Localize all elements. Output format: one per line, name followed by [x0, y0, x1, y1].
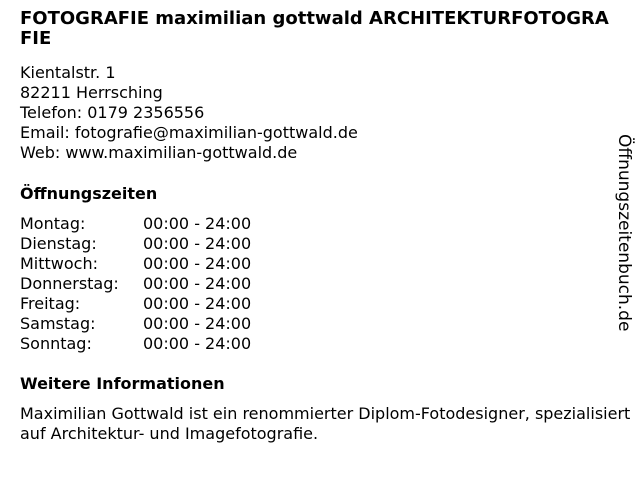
- hours-row: [20, 234, 610, 254]
- opening-hours-heading: Öffnungszeiten: [20, 184, 158, 203]
- more-info-heading: Weitere Informationen: [20, 374, 225, 393]
- business-title: FOTOGRAFIE maximilian gottwald ARCHITEKTURFOTOGRAFIE: [20, 8, 609, 49]
- hours-day: Mittwoch:: [20, 254, 98, 273]
- hours-day: Donnerstag:: [20, 274, 119, 293]
- hours-row: [20, 334, 610, 354]
- hours-time: 00:00 - 24:00: [143, 214, 252, 233]
- street-address: Kientalstr. 1: [20, 63, 116, 82]
- hours-time: 00:00 - 24:00: [143, 234, 252, 253]
- hours-time: 00:00 - 24:00: [143, 274, 252, 293]
- hours-row: [20, 314, 610, 334]
- hours-row: [20, 214, 610, 234]
- more-info-text: Maximilian Gottwald ist ein renommierter Diplom-Fotodesigner, spezialisiert auf Architektur- und Imagefotografie.: [20, 404, 631, 443]
- hours-day: Sonntag:: [20, 334, 92, 353]
- hours-day: Freitag:: [20, 294, 81, 313]
- website-address: Web: www.maximilian-gottwald.de: [20, 143, 298, 162]
- phone-number: Telefon: 0179 2356556: [20, 103, 205, 122]
- hours-time: 00:00 - 24:00: [143, 314, 252, 333]
- hours-day: Samstag:: [20, 314, 96, 333]
- brand-watermark: Öffnungszeitenbuch.de: [614, 134, 634, 332]
- hours-day: Dienstag:: [20, 234, 97, 253]
- hours-row: [20, 254, 610, 274]
- hours-row: [20, 294, 610, 314]
- hours-time: 00:00 - 24:00: [143, 334, 252, 353]
- hours-time: 00:00 - 24:00: [143, 254, 252, 273]
- hours-time: 00:00 - 24:00: [143, 294, 252, 313]
- hours-row: [20, 274, 610, 294]
- email-address: Email: fotografie@maximilian-gottwald.de: [20, 123, 358, 142]
- city-address: 82211 Herrsching: [20, 83, 163, 102]
- hours-day: Montag:: [20, 214, 86, 233]
- opening-hours-list: [20, 214, 610, 354]
- contact-block: [20, 63, 610, 163]
